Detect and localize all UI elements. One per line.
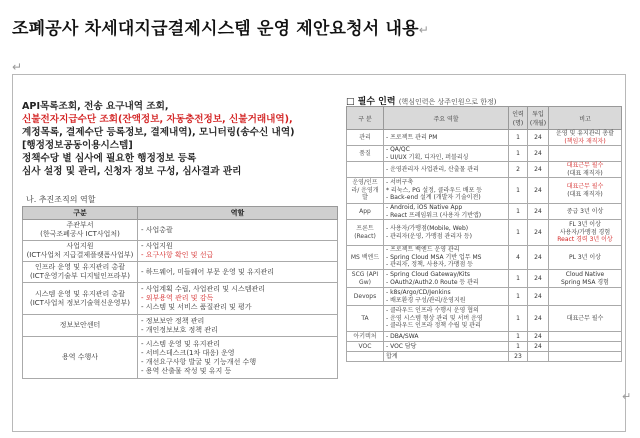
staff-note-text: PL 3년 이상 [569,253,601,261]
staff-header-notes: 비고 [549,107,622,130]
staff-months-cell: 24 [528,130,549,146]
requirement-line: 정책수당 별 심사에 필요한 행정정보 등록 [22,153,197,164]
paragraph-mark-end: ↵ [622,390,632,403]
staff-role-text: - 프로젝트 백엔드 운영 관리 [386,246,460,254]
org-role-cell [138,241,338,262]
org-header-role: 역할 [138,207,338,220]
staff-note-cell [549,204,622,220]
org-role-text: - 용역 산출물 작성 및 유지 등 [141,366,232,375]
requirement-line: [행정정보공동이용시스템] [22,140,133,151]
staff-months-cell: 24 [528,270,549,288]
staff-count-cell: 1 [509,178,528,204]
staff-category-cell: VOC [347,342,384,352]
staff-role-text: - Back-end 설계 (개발자 기술이전) [386,194,481,202]
org-role-cell [138,220,338,241]
staff-role-text: 합계 [386,352,398,360]
staff-category-cell: 아키텍처 [347,332,384,342]
org-role-text: - 시스템 및 서비스 품질관리 및 평가 [141,303,252,311]
requirements-text-block [22,100,338,178]
staff-role-cell [384,270,509,288]
org-unit-cell [23,315,138,337]
staff-note-text: 사용자/가맹점 경험 [559,228,611,236]
org-role-text: - 시스템 운영 및 유지관리 [141,339,221,348]
staff-role-text: - OAuth2/Auth2.0 Route 등 관리 [386,278,479,286]
staff-role-text: - 클라우드 인프라 정책 수립 및 관리 [386,322,481,330]
staff-role-text: - 운영관리자 사업관리, 산출물 관리 [386,165,479,173]
staff-note-text: 대표근무 필수 [566,162,604,169]
staff-table-row [347,146,622,162]
checkbox-icon: □ [346,97,358,107]
staff-count-cell: 1 [509,270,528,288]
requirement-line: 계정목록, 결제수단 등록정보, 결제내역), 모니터링(송수신 내역) [22,127,295,138]
staff-count-cell: 1 [509,306,528,332]
org-unit-cell [23,337,138,379]
staff-category-cell: App [347,204,384,220]
staff-title-text: 필수 인력 [357,97,396,107]
staff-table-row [347,220,622,246]
staff-role-text: - 프로젝트 관리 PM [386,133,438,141]
org-role-text: - 개선요구사항 발굴 및 기능개선 수행 [141,357,257,366]
staff-role-text: - k8s/Argo/CD/Jenkins [386,289,451,296]
org-unit-cell [23,262,138,283]
staff-role-text: - Spring Cloud Gateway/Kits [386,271,470,278]
staff-table-row [347,162,622,178]
staff-role-cell [384,162,509,178]
org-roles-table [22,206,338,379]
required-staff-table [346,106,622,362]
staff-table-row [347,130,622,146]
staff-role-cell [384,178,509,204]
staff-note-cell [549,246,622,270]
org-unit-text: 사업지원 [66,242,94,250]
org-unit-text: (ICT사업처 지급결제플랫폼사업부) [26,251,134,259]
staff-table-row [347,352,622,362]
staff-category-cell: 품질 [347,146,384,162]
staff-category-cell: Devops [347,288,384,306]
org-table-row [23,262,338,283]
document-title-text: 조폐공사 차세대지급결제시스템 운영 제안요청서 내용 [12,19,419,39]
staff-note-cell [549,332,622,342]
staff-months-cell: 24 [528,332,549,342]
org-role-cell [138,283,338,315]
staff-role-text: - Spring Cloud MSA 기반 업무 MS [386,253,482,261]
staff-months-cell: 24 [528,220,549,246]
staff-role-cell [384,246,509,270]
staff-count-cell: 1 [509,332,528,342]
org-unit-text: (한국조폐공사 ICT사업처) [40,230,120,238]
staff-note-text: Cloud Native [565,271,605,278]
staff-note-text: React 경력 3년 이상 [557,236,613,244]
org-unit-cell [23,283,138,315]
staff-months-cell: 24 [528,146,549,162]
staff-months-cell: 24 [528,178,549,204]
org-table-title: 나. 추진조직의 역할 [26,195,96,204]
org-unit-text: (ICT사업처 정보기술혁신운영부) [29,298,131,307]
staff-count-cell: 1 [509,220,528,246]
staff-role-text: - QA/QC [386,146,410,153]
staff-category-cell: 관리 [347,130,384,146]
staff-note-text: Spring MSA 경험 [561,278,609,286]
staff-note-text: (대표 재직자) [567,169,603,177]
staff-count-cell: 1 [509,146,528,162]
staff-note-text: FL 3년 이상 [569,221,601,229]
staff-note-cell [549,162,622,178]
org-unit-text: 시스템 운영 및 유지관리 총괄 [34,289,126,298]
staff-note-text: 중급 3년 이상 [566,207,604,215]
staff-table-row [347,342,622,352]
staff-category-cell [347,162,384,178]
org-role-text: - 서비스데스크(1차 대응) 운영 [141,348,235,357]
staff-note-cell [549,342,622,352]
staff-category-cell: SCG (API Gw) [347,270,384,288]
paragraph-mark-empty-line: ↵ [12,60,23,74]
staff-note-cell [549,130,622,146]
staff-table-row [347,178,622,204]
staff-role-text: - Android, iOS Native App [386,204,463,211]
staff-role-text: - UI/UX 기획, 디자인, 퍼블리싱 [386,153,469,161]
staff-category-cell: 운영/인프라/ 운영개발 [347,178,384,204]
staff-role-text: - 배포환경 구성/관리/운영지원 [386,296,466,304]
org-role-text: - 하드웨어, 미들웨어 부문 운영 및 유지관리 [141,267,275,276]
staff-months-cell: 24 [528,204,549,220]
org-role-text: - 요구사항 확인 및 선급 [141,251,214,259]
requirement-line: 심사 설정 및 관리, 신청자 정보 구성, 심사결과 관리 [22,166,242,177]
staff-note-text: (대표 재직자) [567,190,603,198]
staff-header-count: 인력(명) [509,107,528,130]
staff-count-cell: 4 [509,246,528,270]
staff-role-text: * 리눅스, PG 설정, 클라우드 배포 등 [386,186,483,194]
staff-role-cell [384,146,509,162]
org-unit-text: 인프라 운영 및 유지관리 총괄 [34,263,126,271]
staff-note-cell [549,178,622,204]
org-table-row [23,241,338,262]
org-role-text: - 개인정보보호 정책 관리 [141,325,218,334]
org-unit-cell [23,241,138,262]
paragraph-mark: ↵ [418,23,430,37]
staff-table-row [347,288,622,306]
org-header-division: 구분 [23,207,138,220]
staff-role-cell [384,342,509,352]
staff-note-cell [549,288,622,306]
staff-note-cell [549,220,622,246]
staff-count-cell: 1 [509,342,528,352]
staff-role-text: - 서버구축 [386,179,414,187]
staff-role-text: - 운영 시스템 형상 관리 및 서버 운영 [386,314,483,322]
staff-note-cell [549,306,622,332]
staff-category-cell: MS 백엔드 [347,246,384,270]
staff-count-cell: 1 [509,204,528,220]
staff-months-cell: 24 [528,306,549,332]
staff-header-months: 투입(개월) [528,107,549,130]
org-table-row [23,315,338,337]
org-unit-text: 주관부서 [66,221,94,229]
staff-category-cell [347,352,384,362]
staff-note-cell [549,352,622,362]
staff-count-cell: 1 [509,288,528,306]
staff-role-text: - 관리자(운영, 가맹점 관리자 등) [386,232,472,240]
staff-category-cell: 프론트 (React) [347,220,384,246]
staff-months-cell: 24 [528,162,549,178]
org-role-text: - 사업지원 [141,242,173,250]
org-role-cell [138,315,338,337]
staff-months-cell: 24 [528,342,549,352]
staff-note-text: 대표근무 필수 [566,314,604,322]
staff-role-cell [384,220,509,246]
staff-months-cell [528,352,549,362]
staff-table-row [347,204,622,220]
org-table-row [23,220,338,241]
staff-header-role: 주요 역할 [384,107,509,130]
staff-role-text: - VOC 담당 [386,342,417,350]
staff-table-row [347,306,622,332]
org-role-text: - 사업계획 수립, 사업관리 및 시스템관리 [141,285,266,293]
requirement-line: 신불전자지급수단 조회(잔액정보, 자동충전정보, 신불거래내역), [22,114,293,125]
org-unit-text: 정보보안센터 [59,321,101,329]
staff-note-text: (책임자 재직자) [564,137,606,145]
org-role-text: - 사업총괄 [141,225,173,234]
staff-subtitle: (핵심인력은 상주인원으로 한정) [398,98,497,106]
staff-role-cell [384,204,509,220]
staff-count-cell: 1 [509,130,528,146]
org-unit-text: (ICT운영기술부 디지털인프라부) [29,272,131,280]
document-title [12,14,429,39]
staff-note-cell [549,270,622,288]
org-role-text: - 외부용역 관리 및 감독 [141,294,214,302]
staff-role-cell [384,332,509,342]
org-table-row [23,337,338,379]
staff-role-text: - React 프레임워크 (사용자 기반앱) [386,211,482,219]
staff-role-text: - 클라우드 인프라 수행시 운영 협의 [386,307,479,315]
org-table-row [23,283,338,315]
staff-header-category: 구 분 [347,107,384,130]
staff-table-row [347,270,622,288]
org-role-text: - 정보보안 정책 관리 [141,316,205,325]
staff-months-cell: 24 [528,288,549,306]
staff-note-text: 대표근무 필수 [566,183,604,190]
org-unit-text: 용역 수행사 [61,353,99,361]
staff-table-row [347,332,622,342]
staff-role-cell [384,352,509,362]
staff-table-row [347,246,622,270]
staff-months-cell: 24 [528,246,549,270]
staff-role-text: - DBA/SWA [386,332,419,340]
staff-role-cell [384,306,509,332]
staff-count-cell: 2 [509,162,528,178]
staff-category-cell: TA [347,306,384,332]
staff-count-cell: 23 [509,352,528,362]
org-unit-cell [23,220,138,241]
requirement-line: API목록조회, 전송 요구내역 조회, [22,101,169,112]
staff-note-cell [549,146,622,162]
staff-note-text: 운영 및 유지관리 총괄 [556,130,614,137]
staff-role-cell [384,288,509,306]
org-role-cell [138,262,338,283]
staff-role-text: - 사용자/가맹점(Mobile, Web) [386,225,469,232]
staff-role-text: - 관리자, 정책, 사용자, 가맹점 등 [386,261,473,269]
staff-role-cell [384,130,509,146]
org-role-cell [138,337,338,379]
